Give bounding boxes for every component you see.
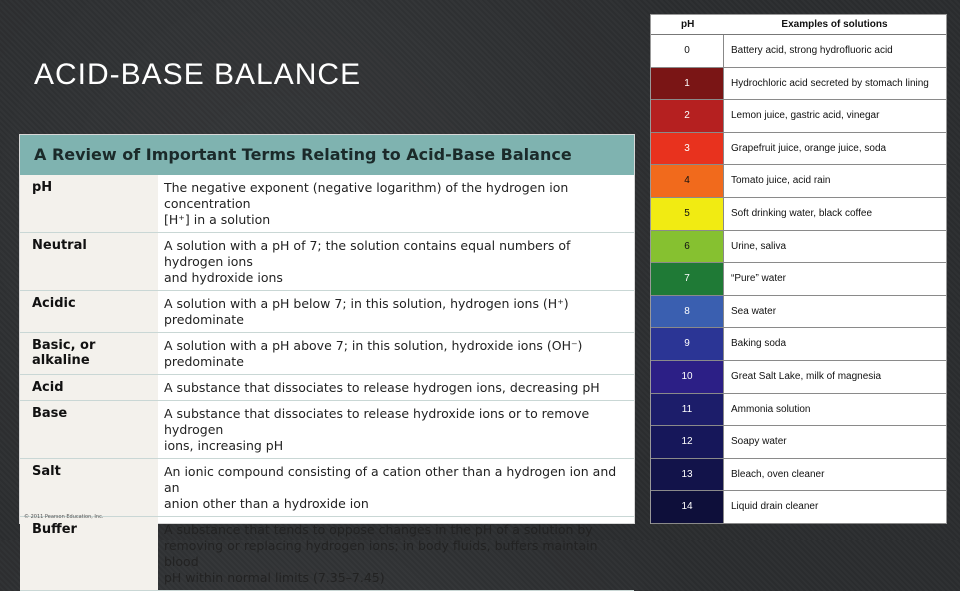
term-name: Basic, or alkaline bbox=[20, 333, 158, 374]
ph-value: 2 bbox=[651, 100, 724, 132]
definition-line: A solution with a pH above 7; in this solution, hydroxide ions (OH⁻) predominate bbox=[164, 338, 583, 369]
ph-row bbox=[651, 231, 946, 264]
definition-line: The negative exponent (negative logarithm) of the hydrogen ion concentration bbox=[164, 180, 569, 211]
definition-line: pH within normal limits (7.35–7.45) bbox=[164, 570, 385, 585]
examples-column-header: Examples of solutions bbox=[781, 19, 888, 30]
ph-value: 7 bbox=[651, 263, 724, 295]
definition-line: A substance that dissociates to release hydrogen ions, decreasing pH bbox=[164, 380, 600, 395]
ph-value: 6 bbox=[651, 231, 724, 263]
ph-example: Soapy water bbox=[731, 436, 787, 448]
definition-line: A solution with a pH below 7; in this solution, hydrogen ions (H⁺) predominate bbox=[164, 296, 569, 327]
term-row bbox=[20, 401, 634, 459]
definition-line: A substance that tends to oppose changes in the pH of a solution by bbox=[164, 522, 593, 537]
ph-example: Liquid drain cleaner bbox=[731, 501, 819, 513]
term-name: Acid bbox=[20, 375, 158, 400]
term-definition bbox=[158, 401, 634, 458]
ph-value: 9 bbox=[651, 328, 724, 360]
term-definition bbox=[158, 459, 634, 516]
term-name: Base bbox=[20, 401, 158, 458]
term-row bbox=[20, 175, 634, 233]
ph-row bbox=[651, 133, 946, 166]
term-row bbox=[20, 233, 634, 291]
definition-line: anion other than a hydroxide ion bbox=[164, 496, 369, 511]
ph-example: Soft drinking water, black coffee bbox=[731, 207, 873, 219]
ph-row bbox=[651, 35, 946, 68]
terms-table bbox=[19, 134, 635, 585]
ph-example: “Pure” water bbox=[731, 273, 787, 285]
term-name: Buffer bbox=[20, 517, 158, 590]
term-name: Acidic bbox=[20, 291, 158, 332]
ph-value: 4 bbox=[651, 165, 724, 197]
term-definition bbox=[158, 233, 634, 290]
ph-example: Urine, saliva bbox=[731, 240, 787, 252]
ph-example: Ammonia solution bbox=[731, 403, 811, 415]
ph-example: Baking soda bbox=[731, 338, 787, 350]
term-definition bbox=[158, 175, 634, 232]
ph-row bbox=[651, 263, 946, 296]
ph-value: 10 bbox=[651, 361, 724, 393]
term-name: pH bbox=[20, 175, 158, 232]
ph-value: 1 bbox=[651, 68, 724, 100]
definition-line: A substance that dissociates to release hydroxide ions or to remove hydrogen bbox=[164, 406, 590, 437]
term-row bbox=[20, 375, 634, 401]
ph-example: Lemon juice, gastric acid, vinegar bbox=[731, 110, 880, 122]
ph-example: Battery acid, strong hydrofluoric acid bbox=[731, 45, 893, 56]
ph-value: 5 bbox=[651, 198, 724, 230]
slide-title: ACID-BASE BALANCE bbox=[34, 58, 362, 91]
term-definition bbox=[158, 517, 634, 590]
ph-row bbox=[651, 100, 946, 133]
ph-example: Great Salt Lake, milk of magnesia bbox=[731, 370, 882, 382]
ph-row bbox=[651, 426, 946, 459]
term-row bbox=[20, 333, 634, 375]
ph-row bbox=[651, 459, 946, 492]
ph-value: 13 bbox=[651, 459, 724, 491]
copyright-notice: © 2011 Pearson Education, Inc. bbox=[24, 514, 104, 520]
ph-table-body bbox=[651, 35, 946, 524]
ph-row bbox=[651, 361, 946, 394]
ph-row bbox=[651, 68, 946, 101]
ph-value: 8 bbox=[651, 296, 724, 328]
ph-example: Grapefruit juice, orange juice, soda bbox=[731, 142, 887, 154]
ph-column-header: pH bbox=[681, 19, 695, 30]
term-definition bbox=[158, 333, 634, 374]
term-name: Salt bbox=[20, 459, 158, 516]
ph-value: 3 bbox=[651, 133, 724, 165]
definition-line: [H⁺] in a solution bbox=[164, 212, 271, 227]
ph-row bbox=[651, 296, 946, 329]
terms-table-header: A Review of Important Terms Relating to Acid-Base Balance bbox=[20, 135, 634, 175]
ph-example: Sea water bbox=[731, 305, 777, 317]
ph-example: Hydrochloric acid secreted by stomach lining bbox=[731, 77, 929, 89]
ph-row bbox=[651, 328, 946, 361]
term-name: Neutral bbox=[20, 233, 158, 290]
ph-table bbox=[650, 14, 947, 524]
ph-value: 12 bbox=[651, 426, 724, 458]
ph-value: 11 bbox=[651, 394, 724, 426]
term-row bbox=[20, 459, 634, 517]
ph-row bbox=[651, 198, 946, 231]
term-row bbox=[20, 291, 634, 333]
definition-line: ions, increasing pH bbox=[164, 438, 284, 453]
ph-example: Bleach, oven cleaner bbox=[731, 468, 825, 480]
ph-row bbox=[651, 165, 946, 198]
ph-row bbox=[651, 491, 946, 524]
ph-table-header bbox=[651, 15, 946, 35]
term-row bbox=[20, 517, 634, 591]
ph-value: 14 bbox=[651, 491, 724, 523]
definition-line: An ionic compound consisting of a cation other than a hydrogen ion and an bbox=[164, 464, 617, 495]
term-definition bbox=[158, 375, 634, 400]
ph-value: 0 bbox=[651, 35, 724, 67]
definition-line: A solution with a pH of 7; the solution contains equal numbers of hydrogen ions bbox=[164, 238, 571, 269]
term-definition bbox=[158, 291, 634, 332]
definition-line: and hydroxide ions bbox=[164, 270, 283, 285]
ph-row bbox=[651, 394, 946, 427]
terms-table-body bbox=[20, 175, 634, 591]
ph-example: Tomato juice, acid rain bbox=[731, 175, 831, 187]
definition-line: removing or replacing hydrogen ions; in body fluids, buffers maintain blood bbox=[164, 538, 598, 569]
